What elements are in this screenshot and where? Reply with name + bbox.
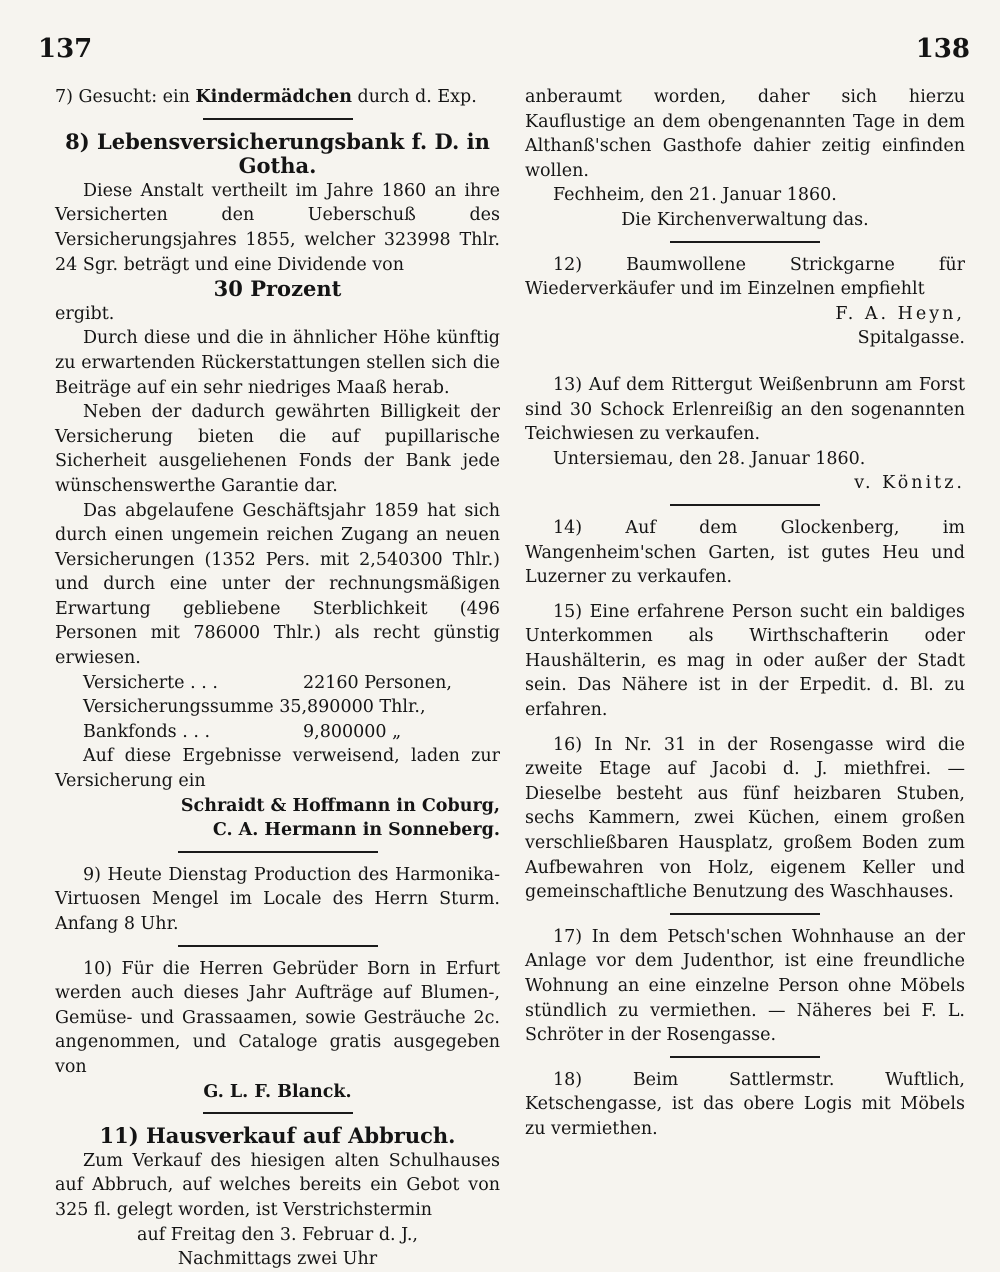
ad-16: 16) In Nr. 31 in der Rosengasse wird die zweite Etage auf Jacobi d. J. miethfrei. — Dieselbe besteht aus fünf heizbaren Stuben, sechs Kammern, zwei Küchen, einem großen verschließbaren Hausplatz, großem Boden zum Aufbewahren von Holz, eigenem Keller und gemeinschaftliche Benutzung des Waschhauses.	[525, 734, 965, 903]
ad-11-time: Nachmittags zwei Uhr	[177, 1249, 378, 1270]
divider	[670, 241, 820, 243]
ad-8-paragraph-3: Neben der dadurch gewährten Billigkeit der Versicherung bieten die auf pupillarische Sicherheit ausgeliehenen Fonds der Bank jede wünschenswerthe Garantie dar.	[55, 402, 500, 496]
ad-8-paragraph-1: Diese Anstalt vertheilt im Jahre 1860 an ihre Versicherten den Ueberschuß des Versicherungsjahres 1855, welcher 323998 Thlr. 24 Sgr. beträgt und eine Dividende von	[55, 180, 500, 275]
page-number-right: 138	[915, 34, 970, 64]
ad-11-continuation: anberaumt worden, daher sich hierzu Kauflustige an dem obengenannten Tage in dem Althanß'schen Gasthofe dahier zeitig einfinden wollen.	[525, 87, 965, 181]
figure-row-3: Bankfonds . . . 9,800000 „	[83, 721, 402, 742]
ad-12-address: Spitalgasse.	[857, 328, 965, 349]
divider	[178, 945, 378, 947]
figure-row-1: Versicherte . . . 22160 Personen,	[83, 672, 452, 693]
ad-11-text: Zum Verkauf des hiesigen alten Schulhauses auf Abbruch, auf welches bereits ein Gebot von 325 fl. gelegt worden, ist Verstrichstermin	[55, 1150, 500, 1220]
ad-18: 18) Beim Sattlermstr. Wuftlich, Ketschengasse, ist das obere Logis mit Möbels zu vermiethen.	[525, 1069, 965, 1139]
page-number-left: 137	[38, 34, 93, 64]
ad-8-paragraph-4: Das abgelaufene Geschäftsjahr 1859 hat sich durch einen ungemein reichen Zugang an neuen Versicherungen (1352 Pers. mit 2,540300 Thlr.) und durch eine unter der rechnungsmäßigen Erwartung gebliebene Sterblichkeit (496 Personen mit 786000 Thlr.) als recht günstig erwiesen.	[55, 500, 500, 669]
ad-8-paragraph-1b: ergibt.	[55, 303, 115, 324]
ad-12-signature: F. A. Heyn,	[835, 303, 965, 324]
ad-8-signature-1: Schraidt & Hoffmann in Coburg,	[180, 795, 500, 816]
ad-8-paragraph-2: Durch diese und die in ähnlicher Höhe künftig zu erwartenden Rückerstattungen stellen sich die Beiträge auf ein sehr niedriges Maaß herab.	[55, 328, 500, 398]
ad-11-signature: Die Kirchenverwaltung das.	[621, 209, 869, 230]
ad-11-place-date: Fechheim, den 21. Januar 1860.	[553, 185, 837, 206]
divider	[203, 1112, 353, 1114]
ad-8-paragraph-5: Auf diese Ergebnisse verweisend, laden zur Versicherung ein	[55, 746, 500, 792]
ad-12: 12) Baumwollene Strickgarne für Wiederverkäufer und im Einzelnen empfiehlt	[525, 254, 965, 300]
ad-15: 15) Eine erfahrene Person sucht ein baldiges Unterkommen als Wirthschafterin oder Haushälterin, es mag in oder außer der Stadt sein. Das Nähere ist in der Erpedit. d. Bl. zu erfahren.	[525, 601, 965, 721]
divider	[670, 913, 820, 915]
ad-7-highlight: Kindermädchen	[195, 87, 352, 107]
ad-13: 13) Auf dem Rittergut Weißenbrunn am Forst sind 30 Schock Erlenreißig an den sogenannten Teichwiesen zu verkaufen.	[525, 374, 965, 445]
right-column	[525, 85, 965, 1142]
left-column	[55, 85, 500, 1272]
ad-11-date: auf Freitag den 3. Februar d. J.,	[137, 1224, 418, 1245]
figure-row-2: Versicherungssumme 35,890000 Thlr.,	[83, 697, 426, 718]
ad-8-signature-2: C. A. Hermann in Sonneberg.	[212, 820, 500, 841]
ad-10-signature: G. L. F. Blanck.	[203, 1081, 352, 1102]
divider	[670, 504, 820, 506]
ad-14: 14) Auf dem Glockenberg, im Wangenheim'schen Garten, ist gutes Heu und Luzerner zu verkaufen.	[525, 517, 965, 588]
ad-13-signature: v. Könitz.	[854, 473, 965, 494]
ad-7: 7) Gesucht: ein Kindermädchen durch d. Exp.	[55, 87, 477, 107]
ad-11-title: 11) Hausverkauf auf Abbruch.	[99, 1123, 456, 1149]
divider	[203, 118, 353, 120]
divider	[178, 851, 378, 853]
ad-10: 10) Für die Herren Gebrüder Born in Erfurt werden auch dieses Jahr Aufträge auf Blumen-, Gemüse- und Grassaamen, sowie Gesträuche 2c. angenommen, und Cataloge gratis ausgegeben von	[55, 958, 500, 1077]
ad-8-title: 8) Lebensversicherungsbank f. D. in Gotha.	[65, 128, 490, 179]
ad-17: 17) In dem Petsch'schen Wohnhause an der Anlage vor dem Judenthor, ist eine freundliche Wohnung an eine einzelne Person ohne Möbels stündlich zu vermiethen. — Näheres bei F. L. Schröter in der Rosengasse.	[525, 926, 965, 1046]
ad-9: 9) Heute Dienstag Production des Harmonika-Virtuosen Mengel im Locale des Herrn Sturm. Anfang 8 Uhr.	[55, 864, 500, 934]
divider	[670, 1056, 820, 1058]
ad-13-place-date: Untersiemau, den 28. Januar 1860.	[553, 448, 866, 469]
ad-8-percent: 30 Prozent	[213, 276, 342, 302]
